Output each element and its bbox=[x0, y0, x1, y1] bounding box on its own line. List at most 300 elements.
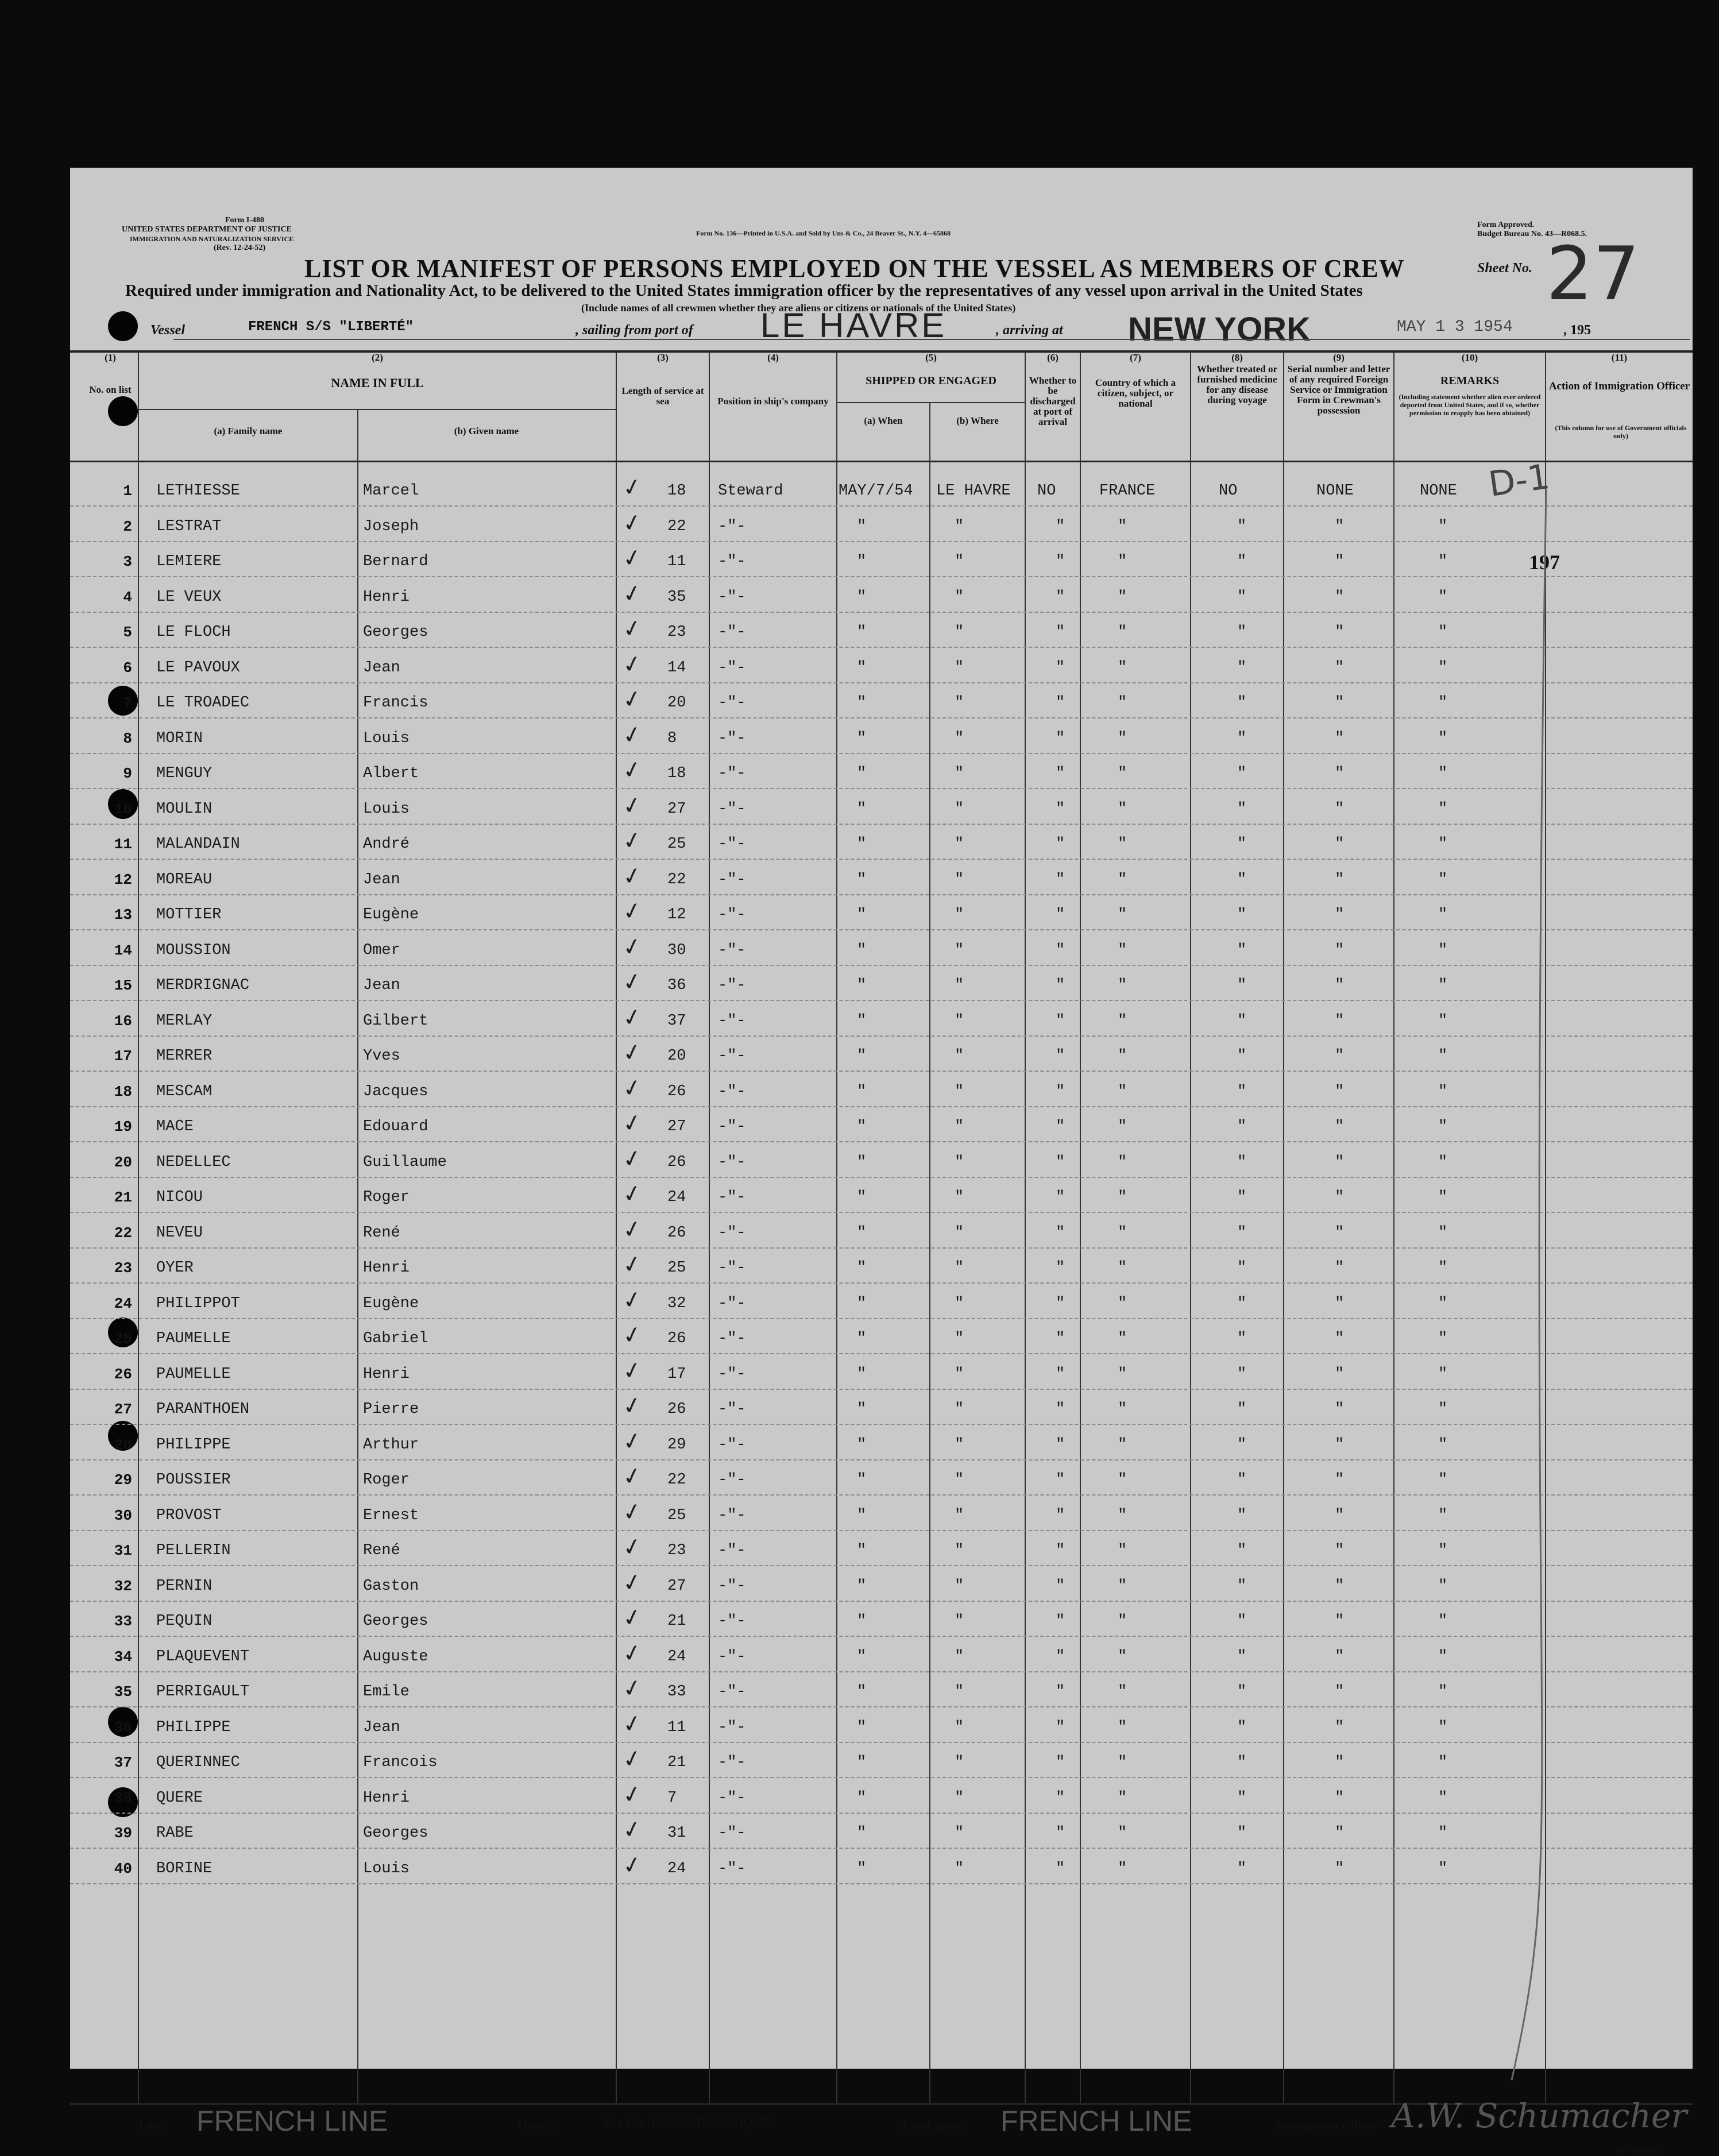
years-cell: 18 bbox=[667, 482, 686, 500]
years-cell: 27 bbox=[667, 800, 686, 818]
where-cell: " bbox=[955, 1048, 964, 1065]
check-mark-icon: ✓ bbox=[620, 578, 644, 609]
check-mark-icon: ✓ bbox=[620, 1355, 644, 1386]
given-name-cell: Louis bbox=[363, 729, 410, 747]
remarks-cell: " bbox=[1438, 871, 1448, 888]
where-cell: " bbox=[955, 1436, 964, 1454]
row-number: 27 bbox=[114, 1401, 132, 1418]
years-cell: 23 bbox=[667, 624, 686, 641]
medicine-cell: " bbox=[1237, 1153, 1247, 1171]
family-name-cell: LETHIESSE bbox=[156, 482, 240, 500]
where-cell: " bbox=[955, 941, 964, 959]
medicine-cell: " bbox=[1237, 729, 1247, 747]
col-medicine: Whether treated or furnished medicine for any disease during voyage bbox=[1196, 364, 1278, 405]
medicine-cell: " bbox=[1237, 1648, 1247, 1666]
medicine-cell: " bbox=[1237, 941, 1247, 959]
row-number: 4 bbox=[123, 588, 132, 606]
position-cell: -"- bbox=[718, 1789, 746, 1807]
row-number: 8 bbox=[123, 729, 132, 747]
row-divider bbox=[70, 647, 1693, 648]
agents-label: Local Agents bbox=[903, 2119, 967, 2132]
when-cell: " bbox=[857, 1365, 867, 1383]
family-name-cell: LE FLOCH bbox=[156, 624, 231, 641]
family-name-cell: PHILIPPE bbox=[156, 1718, 231, 1736]
when-cell: " bbox=[857, 1577, 867, 1595]
when-cell: " bbox=[857, 1083, 867, 1100]
position-cell: -"- bbox=[718, 1259, 746, 1277]
when-cell: " bbox=[857, 941, 867, 959]
check-mark-icon: ✓ bbox=[620, 685, 644, 714]
given-name-cell: Albert bbox=[363, 765, 419, 782]
when-cell: " bbox=[857, 1718, 867, 1736]
where-cell: " bbox=[955, 1718, 964, 1736]
position-cell: -"- bbox=[718, 1683, 746, 1701]
years-cell: 24 bbox=[667, 1189, 686, 1206]
family-name-cell: MORIN bbox=[156, 729, 203, 747]
when-cell: " bbox=[857, 1295, 867, 1312]
discharge-cell: " bbox=[1056, 1259, 1065, 1277]
check-mark-icon: ✓ bbox=[620, 1779, 644, 1810]
medicine-cell: " bbox=[1237, 1754, 1247, 1771]
remarks-cell: " bbox=[1438, 1860, 1448, 1877]
where-cell: " bbox=[955, 1825, 964, 1842]
row-divider bbox=[70, 1106, 1693, 1107]
row-divider bbox=[70, 1424, 1693, 1425]
years-cell: 18 bbox=[667, 765, 686, 782]
crew-count-annotation: 197 bbox=[1529, 551, 1560, 574]
col-rule bbox=[1393, 351, 1394, 2103]
when-cell: " bbox=[857, 1860, 867, 1877]
medicine-cell: " bbox=[1237, 1224, 1247, 1242]
family-name-cell: MENGUY bbox=[156, 765, 213, 782]
line-label: Line bbox=[139, 2119, 161, 2132]
row-number: 16 bbox=[114, 1012, 132, 1030]
given-name-cell: Jean bbox=[363, 1718, 400, 1736]
family-name-cell: MESCAM bbox=[156, 1083, 213, 1100]
check-mark-icon: ✓ bbox=[620, 649, 644, 679]
row-number: 1 bbox=[123, 482, 132, 500]
given-name-cell: André bbox=[363, 836, 410, 853]
discharge-cell: " bbox=[1056, 836, 1065, 853]
years-cell: 21 bbox=[667, 1754, 686, 1771]
medicine-cell: " bbox=[1237, 1048, 1247, 1065]
col-where: (b) Where bbox=[956, 415, 999, 426]
page-title: LIST OR MANIFEST OF PERSONS EMPLOYED ON THE VESSEL AS MEMBERS OF CREW bbox=[304, 254, 1405, 283]
where-cell: " bbox=[955, 1506, 964, 1524]
where-cell: " bbox=[955, 765, 964, 782]
remarks-cell: " bbox=[1438, 1012, 1448, 1030]
medicine-cell: " bbox=[1237, 1330, 1247, 1347]
where-cell: LE HAVRE bbox=[936, 482, 1011, 500]
position-cell: -"- bbox=[718, 1048, 746, 1065]
check-mark-icon: ✓ bbox=[620, 1603, 644, 1633]
owners-value: Cie Gle TRANSATLANTIQUE bbox=[604, 2116, 771, 2130]
check-mark-icon: ✓ bbox=[620, 508, 644, 538]
col-shipped-or-engaged: SHIPPED OR ENGAGED bbox=[866, 374, 996, 387]
given-name-cell: Gabriel bbox=[363, 1330, 428, 1347]
years-cell: 30 bbox=[667, 941, 686, 959]
discharge-cell: " bbox=[1056, 941, 1065, 959]
position-cell: -"- bbox=[718, 1613, 746, 1630]
medicine-cell: " bbox=[1237, 1825, 1247, 1842]
col-rule bbox=[1080, 351, 1081, 2103]
arrival-date: MAY 1 3 1954 bbox=[1397, 318, 1513, 336]
family-name-cell: MOULIN bbox=[156, 800, 213, 818]
medicine-cell: " bbox=[1237, 1295, 1247, 1312]
where-cell: " bbox=[955, 624, 964, 641]
given-name-cell: Roger bbox=[363, 1189, 410, 1206]
serial-cell: " bbox=[1335, 765, 1345, 782]
row-divider bbox=[70, 717, 1693, 718]
position-cell: -"- bbox=[718, 1542, 746, 1559]
family-name-cell: PERRIGAULT bbox=[156, 1683, 250, 1701]
col-when: (a) When bbox=[864, 415, 903, 426]
years-cell: 12 bbox=[667, 906, 686, 924]
country-cell: " bbox=[1118, 1718, 1127, 1736]
where-cell: " bbox=[955, 588, 964, 606]
years-cell: 25 bbox=[667, 1259, 686, 1277]
years-cell: 31 bbox=[667, 1825, 686, 1842]
col-11-number: (11) bbox=[1611, 352, 1628, 363]
when-cell: " bbox=[857, 800, 867, 818]
col-country: Country of which a citizen, subject, or national bbox=[1095, 377, 1176, 409]
country-cell: " bbox=[1118, 1330, 1127, 1347]
serial-cell: " bbox=[1335, 1259, 1345, 1277]
years-cell: 24 bbox=[667, 1648, 686, 1666]
remarks-cell: " bbox=[1438, 1083, 1448, 1100]
given-name-cell: Francis bbox=[363, 694, 428, 712]
medicine-cell: " bbox=[1237, 1189, 1247, 1206]
col-length-of-service: Length of service at sea bbox=[621, 385, 704, 407]
remarks-cell: " bbox=[1438, 906, 1448, 924]
country-cell: " bbox=[1118, 553, 1127, 570]
position-cell: -"- bbox=[718, 1754, 746, 1771]
discharge-cell: " bbox=[1056, 977, 1065, 994]
medicine-cell: " bbox=[1237, 1613, 1247, 1630]
where-cell: " bbox=[955, 1224, 964, 1242]
years-cell: 20 bbox=[667, 694, 686, 712]
serial-cell: " bbox=[1335, 1754, 1345, 1771]
col-family-name: (a) Family name bbox=[214, 426, 283, 436]
medicine-cell: " bbox=[1237, 694, 1247, 712]
medicine-cell: NO bbox=[1219, 482, 1238, 500]
country-cell: " bbox=[1118, 1613, 1127, 1630]
family-name-cell: MOUSSION bbox=[156, 941, 231, 959]
remarks-cell: " bbox=[1438, 1542, 1448, 1559]
medicine-cell: " bbox=[1237, 1789, 1247, 1807]
discharge-cell: " bbox=[1056, 694, 1065, 712]
given-name-cell: Jacques bbox=[363, 1083, 428, 1100]
row-number: 25 bbox=[114, 1330, 132, 1347]
country-cell: " bbox=[1118, 588, 1127, 606]
row-divider bbox=[70, 1282, 1693, 1284]
check-mark-icon: ✓ bbox=[620, 1073, 644, 1103]
position-cell: -"- bbox=[718, 729, 746, 747]
country-cell: " bbox=[1118, 1506, 1127, 1524]
check-mark-icon: ✓ bbox=[620, 1179, 644, 1209]
position-cell: -"- bbox=[718, 906, 746, 924]
row-number: 14 bbox=[114, 941, 132, 959]
discharge-cell: " bbox=[1056, 1401, 1065, 1418]
discharge-cell: " bbox=[1056, 553, 1065, 570]
family-name-cell: PARANTHOEN bbox=[156, 1401, 250, 1418]
officer-label: Immigration Officer bbox=[1276, 2119, 1377, 2132]
port-to: NEW YORK bbox=[1128, 311, 1311, 348]
printer-note: Form No. 136—Printed in U.S.A. and Sold by Uns & Co., 24 Beaver St., N.Y. 4—65868 bbox=[696, 229, 951, 237]
given-name-cell: Joseph bbox=[363, 517, 419, 535]
remarks-cell: NONE bbox=[1420, 482, 1457, 500]
position-cell: -"- bbox=[718, 765, 746, 782]
when-cell: " bbox=[857, 1683, 867, 1701]
years-cell: 26 bbox=[667, 1153, 686, 1171]
family-name-cell: PLAQUEVENT bbox=[156, 1648, 250, 1666]
serial-cell: " bbox=[1335, 1683, 1345, 1701]
row-divider bbox=[70, 1036, 1693, 1037]
row-divider bbox=[70, 541, 1693, 542]
years-cell: 27 bbox=[667, 1118, 686, 1135]
row-number: 39 bbox=[114, 1825, 132, 1842]
country-cell: " bbox=[1118, 1365, 1127, 1383]
row-number: 30 bbox=[114, 1506, 132, 1524]
col-5-number: (5) bbox=[925, 352, 937, 363]
where-cell: " bbox=[955, 1754, 964, 1771]
given-name-cell: Jean bbox=[363, 871, 400, 888]
discharge-cell: " bbox=[1056, 1365, 1065, 1383]
years-cell: 11 bbox=[667, 553, 686, 570]
col-action: Action of Immigration Officer bbox=[1548, 380, 1690, 392]
medicine-cell: " bbox=[1237, 1012, 1247, 1030]
given-name-cell: Jean bbox=[363, 659, 400, 677]
check-mark-icon: ✓ bbox=[620, 1038, 644, 1068]
col-position: Position in ship's company bbox=[717, 396, 829, 407]
family-name-cell: NEDELLEC bbox=[156, 1153, 231, 1171]
col-rule bbox=[709, 351, 710, 2103]
given-name-cell: Edouard bbox=[363, 1118, 428, 1135]
years-cell: 21 bbox=[667, 1613, 686, 1630]
col-7-number: (7) bbox=[1130, 352, 1141, 363]
medicine-cell: " bbox=[1237, 1542, 1247, 1559]
remarks-cell: " bbox=[1438, 1189, 1448, 1206]
remarks-cell: " bbox=[1438, 1295, 1448, 1312]
family-name-cell: OYER bbox=[156, 1259, 194, 1277]
years-cell: 33 bbox=[667, 1683, 686, 1701]
years-cell: 22 bbox=[667, 1471, 686, 1489]
row-number: 17 bbox=[114, 1048, 132, 1065]
col-3-number: (3) bbox=[657, 352, 669, 363]
family-name-cell: MOTTIER bbox=[156, 906, 222, 924]
col-serial-number: Serial number and letter of any required Foreign Service or Immigration Form in Crewman's possession bbox=[1287, 364, 1390, 416]
remarks-cell: " bbox=[1438, 1330, 1448, 1347]
country-cell: " bbox=[1118, 1542, 1127, 1559]
country-cell: " bbox=[1118, 1259, 1127, 1277]
country-cell: " bbox=[1118, 1012, 1127, 1030]
family-name-cell: POUSSIER bbox=[156, 1471, 231, 1489]
discharge-cell: " bbox=[1056, 1118, 1065, 1135]
col-4-number: (4) bbox=[767, 352, 779, 363]
row-divider bbox=[70, 1000, 1693, 1001]
where-cell: " bbox=[955, 1471, 964, 1489]
given-name-cell: Henri bbox=[363, 1365, 410, 1383]
position-cell: -"- bbox=[718, 1153, 746, 1171]
col-2-number: (2) bbox=[372, 352, 383, 363]
remarks-cell: " bbox=[1438, 729, 1448, 747]
col-9-number: (9) bbox=[1333, 352, 1345, 363]
row-divider bbox=[70, 753, 1693, 754]
family-name-cell: PERNIN bbox=[156, 1577, 213, 1595]
row-number: 22 bbox=[114, 1224, 132, 1242]
remarks-cell: " bbox=[1438, 836, 1448, 853]
approval-line-2: Budget Bureau No. 43—R068.5. bbox=[1477, 230, 1587, 238]
discharge-cell: " bbox=[1056, 1471, 1065, 1489]
vessel-label: Vessel bbox=[150, 323, 185, 338]
medicine-cell: " bbox=[1237, 659, 1247, 677]
years-cell: 8 bbox=[667, 729, 677, 747]
years-cell: 26 bbox=[667, 1330, 686, 1347]
serial-cell: " bbox=[1335, 1542, 1345, 1559]
country-cell: " bbox=[1118, 1754, 1127, 1771]
years-cell: 14 bbox=[667, 659, 686, 677]
medicine-cell: " bbox=[1237, 836, 1247, 853]
given-name-cell: Auguste bbox=[363, 1648, 428, 1666]
row-divider bbox=[70, 682, 1693, 683]
years-cell: 26 bbox=[667, 1401, 686, 1418]
position-cell: Steward bbox=[718, 482, 783, 500]
medicine-cell: " bbox=[1237, 1365, 1247, 1383]
country-cell: " bbox=[1118, 1648, 1127, 1666]
serial-cell: " bbox=[1335, 1330, 1345, 1347]
years-cell: 26 bbox=[667, 1224, 686, 1242]
discharge-cell: " bbox=[1056, 1330, 1065, 1347]
remarks-cell: " bbox=[1438, 517, 1448, 535]
country-cell: " bbox=[1118, 1577, 1127, 1595]
years-cell: 7 bbox=[667, 1789, 677, 1807]
row-divider bbox=[70, 1141, 1693, 1142]
row-divider bbox=[70, 1601, 1693, 1602]
row-divider bbox=[70, 1212, 1693, 1213]
position-cell: -"- bbox=[718, 800, 746, 818]
serial-cell: " bbox=[1335, 1189, 1345, 1206]
sheet-number: 27 bbox=[1546, 231, 1640, 317]
col-rule bbox=[1025, 351, 1026, 2103]
serial-cell: " bbox=[1335, 1471, 1345, 1489]
check-mark-icon: ✓ bbox=[620, 861, 644, 891]
discharge-cell: " bbox=[1056, 1083, 1065, 1100]
position-cell: -"- bbox=[718, 1224, 746, 1242]
row-divider bbox=[70, 894, 1693, 895]
discharge-cell: " bbox=[1056, 1295, 1065, 1312]
check-mark-icon: ✓ bbox=[620, 1709, 644, 1739]
remarks-cell: " bbox=[1438, 1471, 1448, 1489]
years-cell: 23 bbox=[667, 1542, 686, 1559]
port-from: LE HAVRE bbox=[760, 306, 947, 345]
row-divider bbox=[70, 1530, 1693, 1531]
country-cell: FRANCE bbox=[1099, 482, 1156, 500]
position-cell: -"- bbox=[718, 1648, 746, 1666]
medicine-cell: " bbox=[1237, 1718, 1247, 1736]
col-1-number: (1) bbox=[105, 352, 116, 363]
pencil-bracket-line bbox=[1506, 489, 1575, 2097]
row-number: 40 bbox=[114, 1860, 132, 1877]
row-divider bbox=[70, 1813, 1693, 1814]
serial-cell: " bbox=[1335, 553, 1345, 570]
when-cell: " bbox=[857, 1224, 867, 1242]
discharge-cell: " bbox=[1056, 1754, 1065, 1771]
row-number: 33 bbox=[114, 1613, 132, 1630]
vessel-name: FRENCH S/S "LIBERTÉ" bbox=[248, 319, 414, 335]
department: UNITED STATES DEPARTMENT OF JUSTICE bbox=[122, 225, 292, 234]
serial-cell: " bbox=[1335, 624, 1345, 641]
when-cell: " bbox=[857, 1436, 867, 1454]
remarks-cell: " bbox=[1438, 1506, 1448, 1524]
serial-cell: " bbox=[1335, 836, 1345, 853]
check-mark-icon: ✓ bbox=[620, 790, 644, 821]
family-name-cell: LE TROADEC bbox=[156, 694, 250, 712]
check-mark-icon: ✓ bbox=[620, 1426, 644, 1456]
where-cell: " bbox=[955, 1789, 964, 1807]
given-name-cell: Emile bbox=[363, 1683, 410, 1701]
given-name-cell: Bernard bbox=[363, 553, 428, 570]
where-cell: " bbox=[955, 1613, 964, 1630]
discharge-cell: " bbox=[1056, 1506, 1065, 1524]
where-cell: " bbox=[955, 1683, 964, 1701]
row-divider bbox=[70, 1565, 1693, 1566]
years-cell: 25 bbox=[667, 836, 686, 853]
row-number: 38 bbox=[114, 1789, 132, 1807]
serial-cell: " bbox=[1335, 694, 1345, 712]
medicine-cell: " bbox=[1237, 1471, 1247, 1489]
agents-value: FRENCH LINE bbox=[1001, 2105, 1192, 2137]
remarks-cell: " bbox=[1438, 1259, 1448, 1277]
discharge-cell: " bbox=[1056, 1613, 1065, 1630]
position-cell: -"- bbox=[718, 1118, 746, 1135]
row-number: 2 bbox=[123, 517, 132, 535]
medicine-cell: " bbox=[1237, 1259, 1247, 1277]
given-name-cell: Eugène bbox=[363, 906, 419, 924]
position-cell: -"- bbox=[718, 1436, 746, 1454]
revision: (Rev. 12-24-52) bbox=[214, 244, 266, 252]
discharge-cell: " bbox=[1056, 800, 1065, 818]
where-cell: " bbox=[955, 659, 964, 677]
serial-cell: " bbox=[1335, 871, 1345, 888]
row-divider bbox=[70, 612, 1693, 613]
row-divider bbox=[70, 1494, 1693, 1496]
row-number: 21 bbox=[114, 1189, 132, 1206]
row-number: 12 bbox=[114, 871, 132, 888]
family-name-cell: MACE bbox=[156, 1118, 194, 1135]
row-number: 31 bbox=[114, 1542, 132, 1559]
remarks-cell: " bbox=[1438, 553, 1448, 570]
row-divider bbox=[70, 1177, 1693, 1178]
when-cell: " bbox=[857, 553, 867, 570]
row-divider bbox=[70, 1706, 1693, 1707]
col-no-on-list: No. on list bbox=[89, 384, 132, 395]
position-cell: -"- bbox=[718, 941, 746, 959]
when-cell: " bbox=[857, 1330, 867, 1347]
given-name-cell: Jean bbox=[363, 977, 400, 994]
where-cell: " bbox=[955, 1330, 964, 1347]
years-cell: 32 bbox=[667, 1295, 686, 1312]
medicine-cell: " bbox=[1237, 1118, 1247, 1135]
country-cell: " bbox=[1118, 1083, 1127, 1100]
when-cell: " bbox=[857, 1401, 867, 1418]
medicine-cell: " bbox=[1237, 1436, 1247, 1454]
subtitle-note: (Include names of all crewmen whether they are aliens or citizens or nationals of the United States) bbox=[581, 302, 1016, 314]
country-cell: " bbox=[1118, 1295, 1127, 1312]
check-mark-icon: ✓ bbox=[620, 1497, 644, 1527]
position-cell: -"- bbox=[718, 1365, 746, 1383]
country-cell: " bbox=[1118, 1825, 1127, 1842]
row-number: 32 bbox=[114, 1577, 132, 1595]
